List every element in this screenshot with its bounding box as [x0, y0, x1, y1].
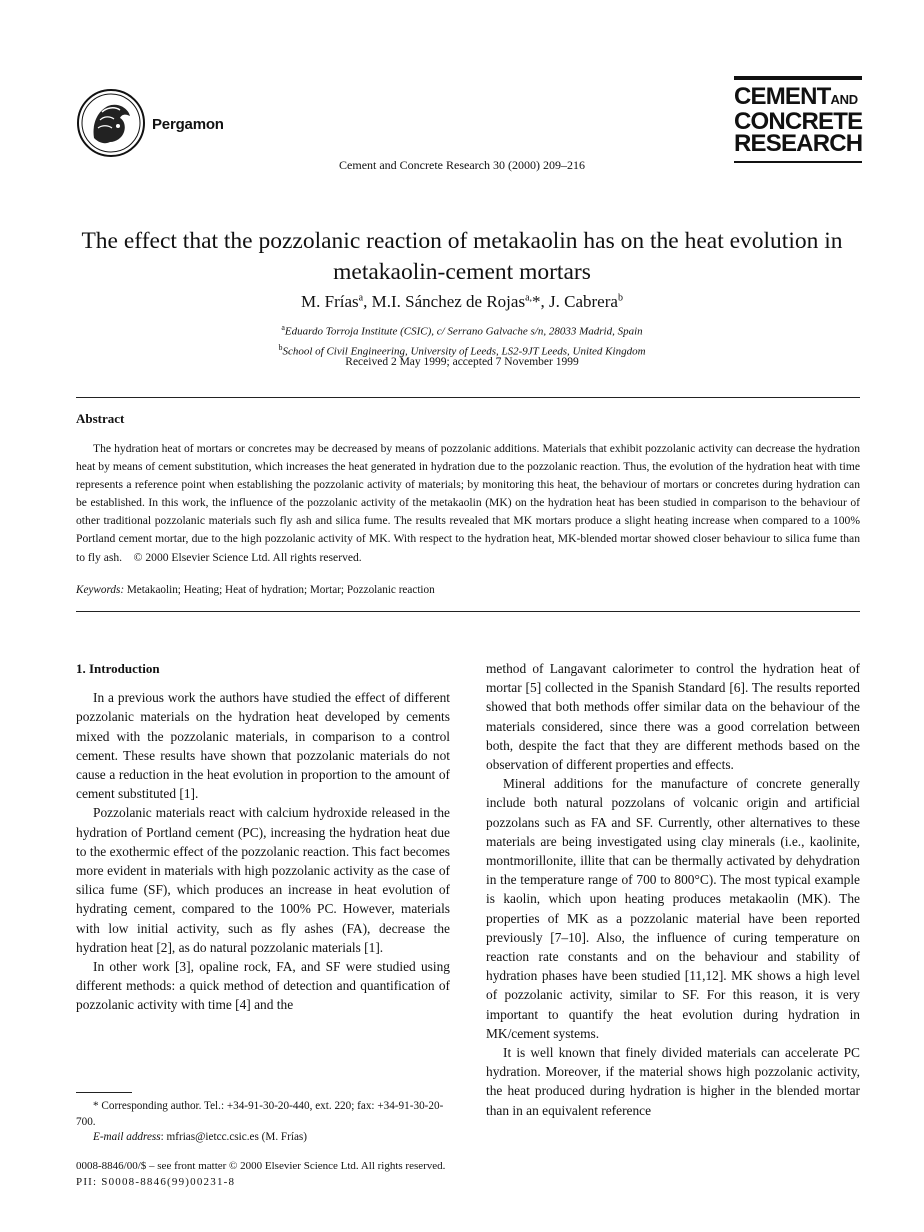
- publisher-name: Pergamon: [152, 116, 224, 133]
- logo-line-2: CONCRETE: [734, 108, 863, 135]
- pii-line: PII: S0008-8846(99)00231-8: [76, 1176, 236, 1188]
- author-list: M. Frías$^a$, M.I. Sánchez de Rojas$^{a,}$*, J. Cabrera$^b$: [301, 292, 623, 311]
- abstract-heading: Abstract: [76, 411, 125, 426]
- body-paragraph: It is well known that finely divided materials can accelerate PC hydration. Moreover, if the material shows high pozzolanic activity, the heat produced during hydration is higher in the blended mortar than in an equivalent reference: [486, 1045, 860, 1118]
- corresponding-author-note: * Corresponding author. Tel.: +34-91-30-20-440, ext. 220; fax: +34-91-30-20-700.: [76, 1100, 444, 1128]
- logo-word-and: AND: [830, 92, 858, 107]
- received-dates: Received 2 May 1999; accepted 7 November 1999: [345, 356, 579, 368]
- email-address: : mfrias@ietcc.csic.es (M. Frías): [160, 1131, 308, 1143]
- front-matter-note: [76, 1158, 445, 1190]
- author-affil-marker: a,: [525, 292, 533, 304]
- affiliation-marker: b: [278, 343, 283, 353]
- journal-citation: Cement and Concrete Research 30 (2000) 209–216: [339, 158, 585, 172]
- affiliation-text: Eduardo Torroja Institute (CSIC), c/ Serrano Galvache s/n, 28033 Madrid, Spain: [284, 325, 643, 338]
- divider-top: [76, 397, 860, 398]
- body-paragraph: method of Langavant calorimeter to control the hydration heat of mortar [5] collected in the Spanish Standard [6]. The results reported showed that both methods offer similar data on the behaviour of the materials considered, since there was a good correlation between both, despite the fact that they are different methods based on the observation of different properties and effects.: [486, 661, 860, 773]
- article-title: The effect that the pozzolanic reaction of metakaolin has on the heat evolution in metakaolin-cement mortars: [81, 228, 843, 285]
- body-paragraph: Mineral additions for the manufacture of concrete generally include both natural pozzolans of volcanic origin and artificial pozzolans such as FA and SF. Currently, other alternatives to these materials are being investigated using clay minerals (i.e., kaolinite, montmorillonite, illite that can be thermally activated by dehydration in the temperature range of 700 to 800°C). The most typical example is kaolin, which upon heating produces metakaolin (MK). The properties of MK as a pozzolanic material have been reported previously [7–10]. Also, the influence of curing temperature on reaction rate constants and on the behaviour and stability of hydration phases have been studied [11,12]. MK shows a high level of pozzolanic activity, similar to SF. For this reason, it is very important to quantify the heat evolution during hydration in MK/cement systems.: [486, 776, 860, 1041]
- author-name: M. Frías: [301, 292, 359, 311]
- abstract-copyright: © 2000 Elsevier Science Ltd. All rights reserved.: [133, 550, 362, 564]
- logo-top-bar: [734, 76, 862, 80]
- author-name: M.I. Sánchez de Rojas: [371, 292, 526, 311]
- keywords-list: Metakaolin; Heating; Heat of hydration; Mortar; Pozzolanic reaction: [126, 584, 435, 596]
- email-label: E-mail address: [93, 1131, 161, 1143]
- divider-bottom: [76, 611, 860, 612]
- front-matter-line: 0008-8846/00/$ – see front matter © 2000 Elsevier Science Ltd. All rights reserved.: [76, 1160, 446, 1172]
- footnote-divider: [76, 1092, 132, 1093]
- corresponding-author-marker: *: [532, 292, 541, 311]
- affiliation-text: School of Civil Engineering, University of Leeds, LS2-9JT Leeds, United Kingdom: [282, 345, 646, 358]
- section-heading: 1. Introduction: [76, 661, 160, 676]
- abstract-text: [76, 440, 860, 567]
- logo-bottom-bar: [734, 161, 862, 163]
- abstract-body-text: The hydration heat of mortars or concretes may be decreased by means of pozzolanic additions. Materials that exhibit pozzolanic activity can decrease the hydration heat by means of cement substitution, which increases the heat generated in hydration due to the pozzolanic reaction. Thus, the evolution of the hydration heat with time represents a reference point when establishing the pozzolanic activity of materials; by monitoring this heat, the behaviour of mortars or concretes during hydration can be established. In this work, the influence of the pozzolanic activity of the metakaolin (MK) on the hydration heat has been studied in comparison to the behaviour of other traditional pozzolanic materials such fly ash and silica fume. The results revealed that MK mortars produce a slight heating increase when compared to a 100% Portland cement mortar, due to the high pozzolanic activity of MK. With respect to the hydration heat, MK-blended mortar showed closer behaviour to silica fume than to fly ash.: [76, 442, 860, 564]
- left-column: [76, 659, 450, 1015]
- author-affil-marker: b: [617, 292, 623, 304]
- logo-line-3: RESEARCH: [734, 130, 863, 157]
- email-note: [76, 1130, 450, 1146]
- affiliation-marker: a: [281, 323, 285, 332]
- affiliations: [0, 320, 924, 360]
- logo-word-cement: CEMENT: [734, 83, 831, 110]
- author-affil-marker: a: [358, 292, 364, 304]
- body-paragraph: In other work [3], opaline rock, FA, and SF were studied using different methods: a quick method of detection and quantification of pozzolanic activity with time [4] and the: [76, 959, 450, 1013]
- journal-logo: [734, 76, 862, 163]
- affiliation-line: [0, 320, 924, 340]
- footnotes: [76, 1099, 450, 1146]
- body-paragraph: In a previous work the authors have studied the effect of different pozzolanic materials on the hydration heat developed by cements mixed with the pozzolanic materials, in comparison to a control cement. These results have shown that pozzolanic materials do not cause a reduction in the heat evolution in proportion to the amount of cement substituted [1].: [76, 690, 450, 802]
- pergamon-logo-icon: [76, 88, 146, 158]
- body-paragraph: Pozzolanic materials react with calcium hydroxide released in the hydration of Portland cement (PC), increasing the hydration heat due to the exothermic effect of the pozzolanic reaction. This fact becomes more evident in materials with high pozzolanic activity as the case of silica fume (SF), which produces an increase in heat evolution of hydrating cement, compared to the 100% PC. However, materials with low initial activity, such as fly ashes (FA), decrease the hydration heat [2], as do natural pozzolanic materials [1].: [76, 805, 450, 955]
- right-column: [486, 659, 860, 1120]
- keywords-line: [76, 584, 860, 596]
- keywords-label: Keywords:: [76, 584, 125, 596]
- author-name: J. Cabrera: [549, 292, 618, 311]
